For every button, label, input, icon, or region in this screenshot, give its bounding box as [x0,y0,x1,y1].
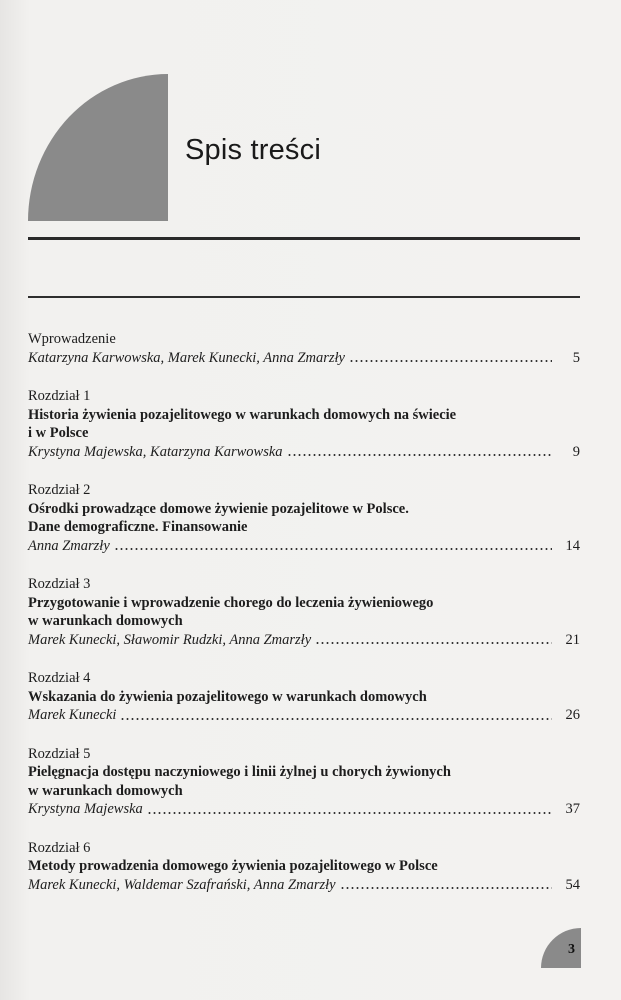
page-number: 3 [568,942,575,957]
entry-authors: Marek Kunecki, Waldemar Szafrański, Anna Zmarzły [28,876,336,893]
dot-leader [287,453,552,457]
entry-title-line: Pielęgnacja dostępu naczyniowego i linii żylnej u chorych żywionych [28,764,451,780]
authors-line [28,876,580,895]
chapter-label: Rozdział 1 [28,388,91,404]
entry-title-line: Przygotowanie i wprowadzenie chorego do leczenia żywieniowego [28,594,434,611]
page-title: Spis treści [185,134,321,166]
entry-authors: Krystyna Majewska [28,801,143,817]
title-rule-bottom [28,296,580,298]
chapter-label: Rozdział 3 [28,576,91,592]
entry-title-line: Metody prowadzenia domowego żywienia pozajelitowego w Polsce [28,858,438,874]
entry-page-number: 21 [565,631,580,648]
entry-authors: Anna Zmarzły [28,537,110,554]
authors-line [28,800,580,819]
dot-leader [114,547,552,551]
toc-entry [28,481,580,555]
authors-line [28,631,580,650]
entry-page-number: 14 [565,537,580,554]
entry-page-number: 9 [572,443,580,460]
dot-leader [340,886,552,890]
entry-title-line: w warunkach domowych [28,613,183,629]
decorative-quarter-circle [28,74,168,221]
toc-entry [28,745,580,819]
chapter-label: Rozdział 6 [28,839,91,856]
entry-title-line: Ośrodki prowadzące domowe żywienie pozajelitowe w Polsce. [28,500,409,517]
chapter-label: Rozdział 5 [28,745,91,762]
entry-page-number: 54 [565,876,580,893]
toc-entry [28,330,580,367]
chapter-label: Rozdział 2 [28,482,91,498]
chapter-label: Rozdział 4 [28,670,91,686]
dot-leader [120,717,552,721]
dot-leader [349,359,552,363]
authors-line [28,443,580,462]
entry-title-line: Wprowadzenie [28,331,116,347]
entry-authors: Krystyna Majewska, Katarzyna Karwowska [28,443,283,460]
authors-line [28,706,580,725]
authors-line [28,349,580,368]
entry-page-number: 26 [565,707,580,723]
dot-leader [315,641,552,645]
entry-title-line: w warunkach domowych [28,782,183,799]
entry-authors: Katarzyna Karwowska, Marek Kunecki, Anna Zmarzły [28,349,345,366]
dot-leader [147,811,552,815]
toc-entry [28,387,580,461]
entry-title-line: Wskazania do żywienia pozajelitowego w warunkach domowych [28,688,427,705]
entry-page-number: 5 [572,349,580,366]
toc-entry [28,839,580,895]
entry-title-line: i w Polsce [28,425,89,441]
entry-title-line: Dane demograficzne. Finansowanie [28,519,248,535]
authors-line [28,537,580,556]
entry-page-number: 37 [565,801,580,817]
page-number-tab [541,928,581,968]
entry-authors: Marek Kunecki [28,707,117,723]
toc-entry [28,669,580,725]
title-rule-top [28,237,580,240]
entry-authors: Marek Kunecki, Sławomir Rudzki, Anna Zmarzły [28,631,312,648]
entry-title-line: Historia żywienia pozajelitowego w warunkach domowych na świecie [28,406,457,423]
toc-entry [28,575,580,649]
table-of-contents [28,330,580,914]
